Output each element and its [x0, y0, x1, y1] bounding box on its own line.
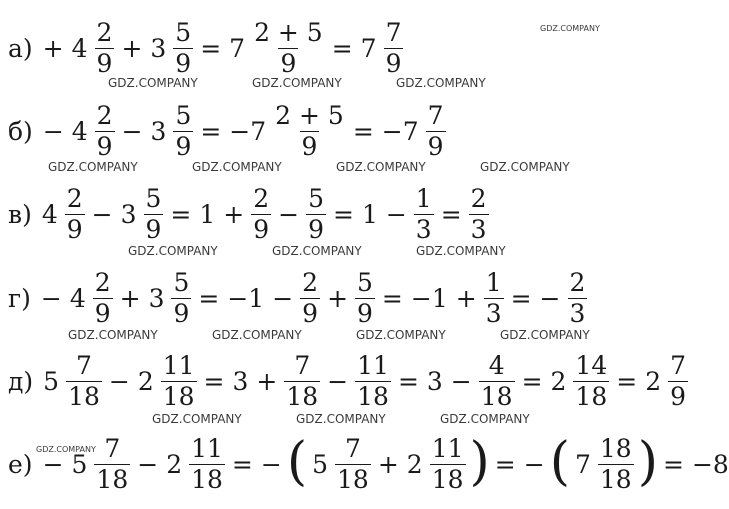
operator: +: [256, 367, 278, 397]
fraction-denominator: 18: [191, 465, 223, 495]
fraction: [568, 270, 588, 328]
operator: −: [42, 117, 64, 147]
fraction: [173, 103, 193, 161]
whole-number: 3: [148, 284, 165, 314]
fraction-denominator: 9: [173, 299, 190, 329]
fraction-numerator: 5: [173, 268, 190, 297]
fraction-denominator: 9: [385, 49, 402, 79]
watermark: GDZ.COMPANY: [48, 160, 138, 174]
fraction-denominator: 3: [485, 299, 502, 329]
whole-number: 7: [229, 34, 246, 64]
operator: =: [381, 284, 403, 314]
equation-line-d: [8, 351, 686, 412]
fraction: [189, 436, 225, 494]
fraction-numerator: 7: [427, 101, 444, 130]
fraction-denominator: 18: [431, 465, 464, 495]
fraction-denominator: 3: [415, 215, 432, 245]
fraction-denominator: 18: [337, 465, 369, 495]
fraction-denominator: 9: [96, 49, 113, 79]
fraction-denominator: 9: [94, 299, 111, 329]
whole-number: 3: [232, 367, 249, 397]
operator: =: [332, 200, 354, 230]
fraction-numerator: 7: [344, 434, 361, 463]
watermark: GDZ.COMPANY: [296, 412, 386, 426]
equation-line-v: [8, 186, 619, 244]
watermark: GDZ.COMPANY: [396, 76, 486, 90]
fraction-denominator: 3: [569, 299, 586, 329]
watermark: GDZ.COMPANY: [416, 244, 506, 258]
fraction: [484, 270, 504, 328]
fraction: [95, 20, 115, 78]
fraction: [414, 186, 434, 244]
fraction-numerator: 11: [162, 351, 195, 380]
equation-label: д): [8, 367, 34, 397]
watermark: GDZ.COMPANY: [68, 328, 158, 342]
fraction-denominator: 9: [357, 299, 373, 329]
equation-line-e: [8, 431, 729, 495]
fraction: [668, 353, 688, 411]
operator: +: [223, 200, 245, 230]
fraction-denominator: 9: [670, 382, 686, 412]
operator: +: [119, 284, 141, 314]
operator: +: [455, 284, 477, 314]
fraction-numerator: 5: [308, 184, 324, 213]
fraction-numerator: 1: [415, 184, 432, 213]
parenthesis: ): [637, 431, 659, 492]
fraction-numerator: 2: [96, 18, 113, 47]
fraction-numerator: 5: [175, 18, 192, 47]
watermark: GDZ.COMPANY: [108, 76, 198, 90]
fraction-numerator: 11: [431, 434, 464, 463]
fraction-denominator: 18: [480, 382, 513, 412]
fraction: [469, 186, 489, 244]
fraction: [94, 436, 130, 494]
equation-label: е): [8, 450, 33, 480]
parenthesis: ): [469, 431, 490, 492]
watermark: GDZ.COMPANY: [500, 328, 590, 342]
operator: +: [377, 450, 399, 480]
whole-number: 4: [41, 200, 58, 230]
operator: =: [198, 284, 220, 314]
whole-number: −1: [227, 284, 265, 314]
fraction-numerator: 2: [96, 101, 113, 130]
whole-number: −1: [410, 284, 448, 314]
fraction: [430, 436, 466, 494]
fraction-denominator: 18: [357, 382, 389, 412]
fraction: [252, 20, 325, 78]
fraction: [284, 353, 320, 411]
equation-label: а): [8, 34, 33, 64]
whole-number: 2: [137, 367, 154, 397]
fraction-numerator: 2: [94, 268, 111, 297]
watermark: GDZ.COMPANY: [36, 445, 96, 454]
fraction-denominator: 9: [145, 215, 162, 245]
operator: −: [385, 200, 407, 230]
fraction-numerator: 11: [191, 434, 223, 463]
equation-label: г): [8, 284, 31, 314]
fraction: [306, 186, 326, 244]
operator: −: [121, 117, 143, 147]
fraction-numerator: 4: [488, 351, 505, 380]
fraction: [384, 20, 404, 78]
operator: =: [494, 450, 516, 480]
operator: =: [510, 284, 532, 314]
operator: −: [260, 450, 282, 480]
operator: =: [616, 367, 638, 397]
whole-number: 3: [150, 117, 167, 147]
operator: −: [42, 450, 64, 480]
watermark: GDZ.COMPANY: [336, 160, 426, 174]
whole-number: 4: [71, 117, 88, 147]
fraction-numerator: 18: [599, 434, 632, 463]
equation-label: в): [8, 200, 32, 230]
equation-label: б): [8, 117, 33, 147]
fraction-numerator: 5: [175, 101, 192, 130]
fraction: [161, 353, 197, 411]
operator: =: [200, 34, 222, 64]
whole-number: 2: [406, 450, 423, 480]
whole-number: 1: [361, 200, 378, 230]
fraction-numerator: 11: [357, 351, 389, 380]
equation-line-b: [8, 103, 619, 161]
fraction-numerator: 7: [104, 434, 121, 463]
fraction-denominator: 9: [280, 49, 297, 79]
operator: =: [231, 450, 253, 480]
watermark: GDZ.COMPANY: [356, 328, 446, 342]
watermark: GDZ.COMPANY: [252, 76, 342, 90]
fraction-denominator: 18: [575, 382, 608, 412]
watermark: GDZ.COMPANY: [212, 328, 302, 342]
watermark: GDZ.COMPANY: [272, 244, 362, 258]
fraction: [173, 20, 193, 78]
fraction-numerator: 2 + 5: [275, 101, 344, 130]
operator: =: [170, 200, 192, 230]
parenthesis: (: [286, 431, 308, 492]
operator: −: [278, 200, 300, 230]
operator: =: [397, 367, 419, 397]
operator: −: [91, 200, 113, 230]
fraction-numerator: 1: [485, 268, 502, 297]
fraction: [273, 103, 346, 161]
operator: −: [272, 284, 294, 314]
watermark: GDZ.COMPANY: [440, 412, 530, 426]
fraction-numerator: 7: [670, 351, 686, 380]
fraction-numerator: 2: [66, 184, 83, 213]
fraction-denominator: 9: [427, 132, 444, 162]
fraction-denominator: 18: [96, 465, 129, 495]
operator: =: [200, 117, 222, 147]
operator: =: [331, 34, 353, 64]
fraction: [598, 436, 634, 494]
fraction-denominator: 9: [175, 49, 192, 79]
fraction-denominator: 9: [308, 215, 324, 245]
whole-number: 5: [312, 450, 329, 480]
fraction: [355, 270, 375, 328]
fraction-denominator: 9: [96, 132, 113, 162]
whole-number: 3: [120, 200, 137, 230]
fraction: [171, 270, 191, 328]
fraction-denominator: 9: [66, 215, 83, 245]
operator: −: [137, 450, 159, 480]
whole-number: 2: [645, 367, 662, 397]
whole-number: 3: [426, 367, 443, 397]
fraction-numerator: 2: [302, 268, 319, 297]
whole-number: 5: [71, 450, 88, 480]
fraction-numerator: 7: [385, 18, 402, 47]
fraction: [93, 270, 113, 328]
fraction-numerator: 2: [470, 184, 487, 213]
fraction-denominator: 18: [599, 465, 632, 495]
fraction: [335, 436, 371, 494]
operator: −: [108, 367, 130, 397]
fraction: [300, 270, 320, 328]
operator: +: [42, 34, 64, 64]
watermark: GDZ.COMPANY: [540, 24, 600, 33]
whole-number: −7: [381, 117, 419, 147]
equation-line-g: [8, 270, 619, 328]
fraction: [355, 353, 391, 411]
fraction-numerator: 7: [294, 351, 311, 380]
fraction-denominator: 18: [68, 382, 100, 412]
fraction: [573, 353, 609, 411]
operator: +: [327, 284, 349, 314]
whole-number: 7: [575, 450, 591, 480]
whole-number: 3: [150, 34, 167, 64]
watermark: GDZ.COMPANY: [128, 244, 218, 258]
fraction-numerator: 7: [76, 351, 92, 380]
fraction-numerator: 2: [569, 268, 586, 297]
operator: −: [539, 284, 561, 314]
whole-number: −7: [229, 117, 267, 147]
fraction-denominator: 9: [253, 215, 270, 245]
whole-number: −8: [691, 450, 729, 480]
whole-number: 2: [550, 367, 567, 397]
fraction: [144, 186, 164, 244]
watermark: GDZ.COMPANY: [152, 412, 242, 426]
watermark: GDZ.COMPANY: [480, 160, 570, 174]
fraction-denominator: 3: [470, 215, 487, 245]
operator: =: [352, 117, 374, 147]
fraction-denominator: 18: [286, 382, 319, 412]
fraction: [426, 103, 446, 161]
parenthesis: (: [549, 431, 570, 492]
operator: −: [40, 284, 62, 314]
fraction: [95, 103, 115, 161]
operator: −: [523, 450, 545, 480]
operator: =: [203, 367, 225, 397]
operator: +: [121, 34, 143, 64]
watermark: GDZ.COMPANY: [192, 160, 282, 174]
fraction: [66, 353, 102, 411]
fraction-numerator: 2: [253, 184, 270, 213]
whole-number: 5: [43, 367, 60, 397]
fraction-numerator: 14: [575, 351, 608, 380]
fraction-denominator: 9: [175, 132, 192, 162]
whole-number: 1: [199, 200, 216, 230]
fraction: [251, 186, 271, 244]
fraction: [65, 186, 85, 244]
operator: =: [521, 367, 543, 397]
operator: −: [327, 367, 349, 397]
fraction-numerator: 5: [357, 268, 373, 297]
fraction-numerator: 2 + 5: [254, 18, 323, 47]
equation-line-a: [8, 20, 619, 78]
fraction-denominator: 9: [302, 299, 319, 329]
fraction-denominator: 18: [162, 382, 195, 412]
whole-number: 2: [166, 450, 183, 480]
whole-number: 7: [360, 34, 377, 64]
operator: −: [450, 367, 472, 397]
operator: =: [663, 450, 684, 480]
whole-number: 4: [71, 34, 88, 64]
fraction-numerator: 5: [145, 184, 162, 213]
fraction: [479, 353, 515, 411]
operator: =: [440, 200, 462, 230]
fraction-denominator: 9: [301, 132, 318, 162]
whole-number: 4: [69, 284, 86, 314]
